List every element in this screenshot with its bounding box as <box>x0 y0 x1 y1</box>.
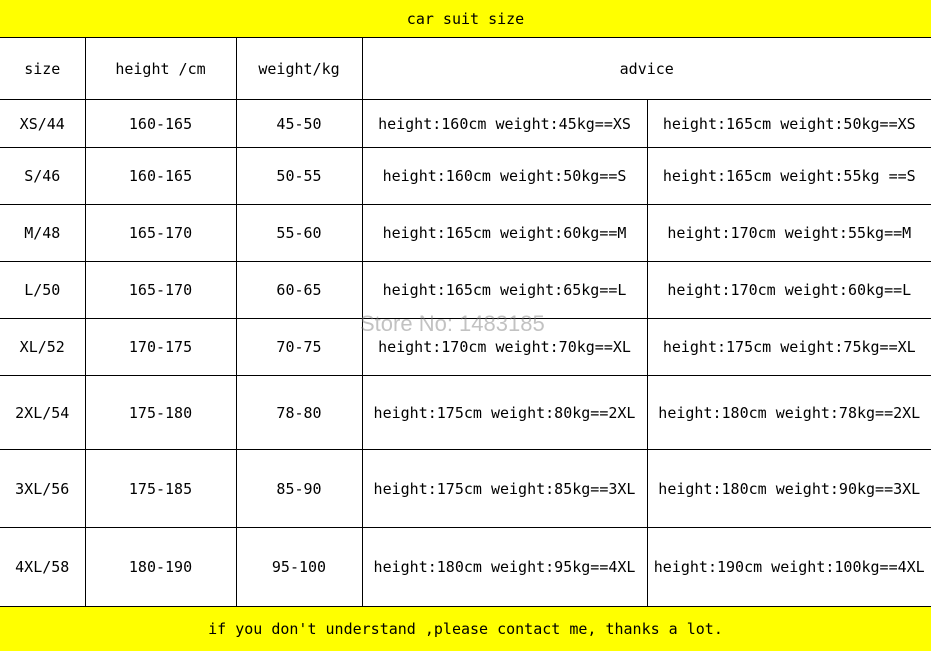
size-cell: 2XL/54 <box>0 376 85 450</box>
advice-cell: height:165cm weight:55kg ==S <box>647 148 931 205</box>
table-row <box>0 100 931 148</box>
height-cell: 170-175 <box>85 319 236 376</box>
height-cell: 160-165 <box>85 148 236 205</box>
advice-cell: height:175cm weight:85kg==3XL <box>362 450 647 528</box>
height-cell: 165-170 <box>85 205 236 262</box>
column-header-weight: weight/kg <box>236 38 362 100</box>
table-header-row <box>0 38 931 100</box>
table-row <box>0 148 931 205</box>
advice-cell: height:170cm weight:60kg==L <box>647 262 931 319</box>
weight-cell: 95-100 <box>236 528 362 606</box>
size-chart-table <box>0 38 931 606</box>
weight-cell: 55-60 <box>236 205 362 262</box>
weight-cell: 60-65 <box>236 262 362 319</box>
advice-cell: height:175cm weight:80kg==2XL <box>362 376 647 450</box>
height-cell: 160-165 <box>85 100 236 148</box>
store-watermark: Store No: 1483185 <box>360 311 545 336</box>
footer-banner <box>0 606 931 651</box>
advice-cell: height:170cm weight:55kg==M <box>647 205 931 262</box>
column-header-height: height /cm <box>85 38 236 100</box>
size-cell: XL/52 <box>0 319 85 376</box>
size-cell: XS/44 <box>0 100 85 148</box>
advice-cell: height:180cm weight:78kg==2XL <box>647 376 931 450</box>
table-row <box>0 319 931 376</box>
advice-cell: height:180cm weight:90kg==3XL <box>647 450 931 528</box>
advice-cell: height:165cm weight:65kg==L <box>362 262 647 319</box>
table-row <box>0 205 931 262</box>
title-banner <box>0 0 931 38</box>
height-cell: 180-190 <box>85 528 236 606</box>
footer-note: if you don't understand ,please contact me, thanks a lot. <box>208 620 723 638</box>
weight-cell: 85-90 <box>236 450 362 528</box>
size-cell: M/48 <box>0 205 85 262</box>
advice-cell: height:190cm weight:100kg==4XL <box>647 528 931 606</box>
height-cell: 165-170 <box>85 262 236 319</box>
table-row <box>0 528 931 606</box>
column-header-size: size <box>0 38 85 100</box>
advice-cell: height:165cm weight:60kg==M <box>362 205 647 262</box>
weight-cell: 78-80 <box>236 376 362 450</box>
size-cell: 3XL/56 <box>0 450 85 528</box>
advice-cell: height:160cm weight:50kg==S <box>362 148 647 205</box>
size-cell: 4XL/58 <box>0 528 85 606</box>
column-header-advice: advice <box>362 38 931 100</box>
table-row <box>0 262 931 319</box>
weight-cell: 70-75 <box>236 319 362 376</box>
table-row <box>0 376 931 450</box>
advice-cell: height:175cm weight:75kg==XL <box>647 319 931 376</box>
advice-cell: height:180cm weight:95kg==4XL <box>362 528 647 606</box>
weight-cell: 45-50 <box>236 100 362 148</box>
page-title: car suit size <box>406 9 525 28</box>
size-cell: L/50 <box>0 262 85 319</box>
height-cell: 175-185 <box>85 450 236 528</box>
weight-cell: 50-55 <box>236 148 362 205</box>
advice-cell: height:170cm weight:70kg==XL <box>362 319 647 376</box>
size-cell: S/46 <box>0 148 85 205</box>
advice-cell: height:165cm weight:50kg==XS <box>647 100 931 148</box>
table-row <box>0 450 931 528</box>
advice-cell: height:160cm weight:45kg==XS <box>362 100 647 148</box>
height-cell: 175-180 <box>85 376 236 450</box>
